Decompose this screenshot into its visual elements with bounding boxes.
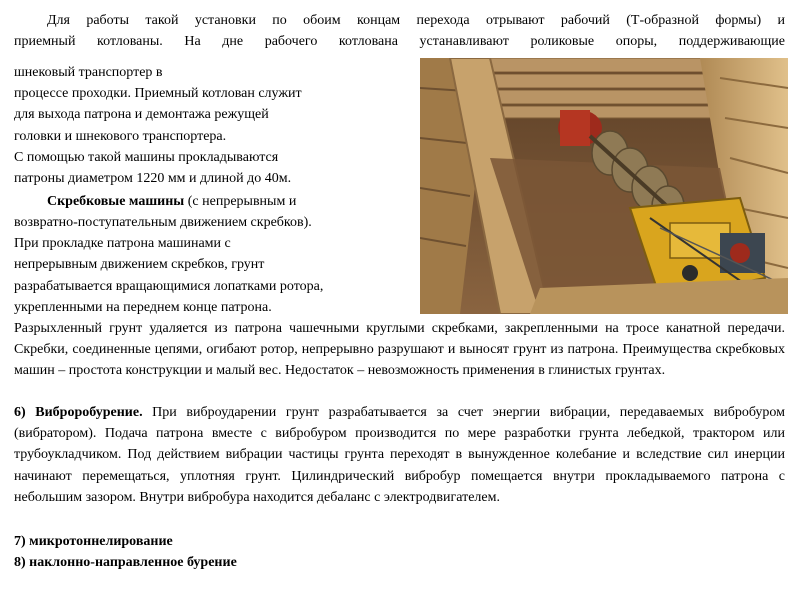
list-item-7: 7) микротоннелирование	[14, 534, 173, 549]
scraper-title: Скребковые машины	[47, 194, 185, 209]
scraper-line: разрабатывается вращающимися лопатками ротора,	[14, 278, 324, 294]
scraper-continued-paragraph: Разрыхленный грунт удаляется из патрона чашечными круглыми скребками, закрепленными на тросе канатной передачи. Скребки, соединенные цепями, огибают ротор, непрерывно разрушают и выносят грунт из патрона. Преимущества скребковых машин – простота конструкции и малый вес. Недостаток – невозможность применения в глинистых грунтах.	[14, 321, 785, 379]
vibro-title: Виброробурение.	[35, 405, 143, 420]
paragraph-line: приемный котлованы. На дне рабочего котлована устанавливают роликовые опоры, поддерживающие	[14, 34, 785, 49]
scraper-line: возвратно-поступательным движением скребков).	[14, 215, 312, 230]
scraper-line: непрерывным движением скребков, грунт	[14, 257, 265, 273]
photo-illustration	[420, 58, 788, 314]
scraper-line: При прокладке патрона машинами с	[14, 236, 231, 252]
paragraph-line: Для работы такой установки по обоим концам перехода отрывают рабочий (Т-образной формы) и	[47, 13, 785, 28]
paragraph-line: головки и шнекового транспортера.	[14, 128, 227, 144]
paragraph-line: для выхода патрона и демонтажа режущей	[14, 107, 269, 123]
paragraph-line: С помощью такой машины прокладываются	[14, 149, 279, 165]
scraper-heading-line	[14, 191, 296, 212]
scraper-line: укрепленными на переднем конце патрона.	[14, 299, 272, 315]
vibro-number: 6)	[14, 405, 36, 420]
paragraph-line: шнековый транспортер в	[14, 65, 163, 80]
vibro-text: При виброударении грунт разрабатывается за счет энергии вибрации, передаваемых вибробуром (вибратором). Подача патрона вместе с вибробуром производится по мере разработки грунта лебедкой, трактором или трубоукладчиком. Под действием вибрации частицы грунта переходят в вынужденное колебание и вследствие сил инерции начинают перемещаться, уплотняя грунт. Цилиндрический вибробур помещается внутри прокладываемого патрона с небольшим зазором. Внутри вибробура находится дебаланс с электродвигателем.	[14, 405, 785, 505]
scraper-title-rest: (с непрерывным и	[184, 194, 297, 209]
paragraph-line: патроны диаметром 1220 мм и длиной до 40м.	[14, 171, 292, 186]
auger-machine-photo	[420, 58, 788, 314]
list-item-8: 8) наклонно-направленное бурение	[14, 555, 237, 570]
vibro-paragraph	[14, 402, 785, 508]
paragraph-line: процессе проходки. Приемный котлован служит	[14, 86, 302, 102]
